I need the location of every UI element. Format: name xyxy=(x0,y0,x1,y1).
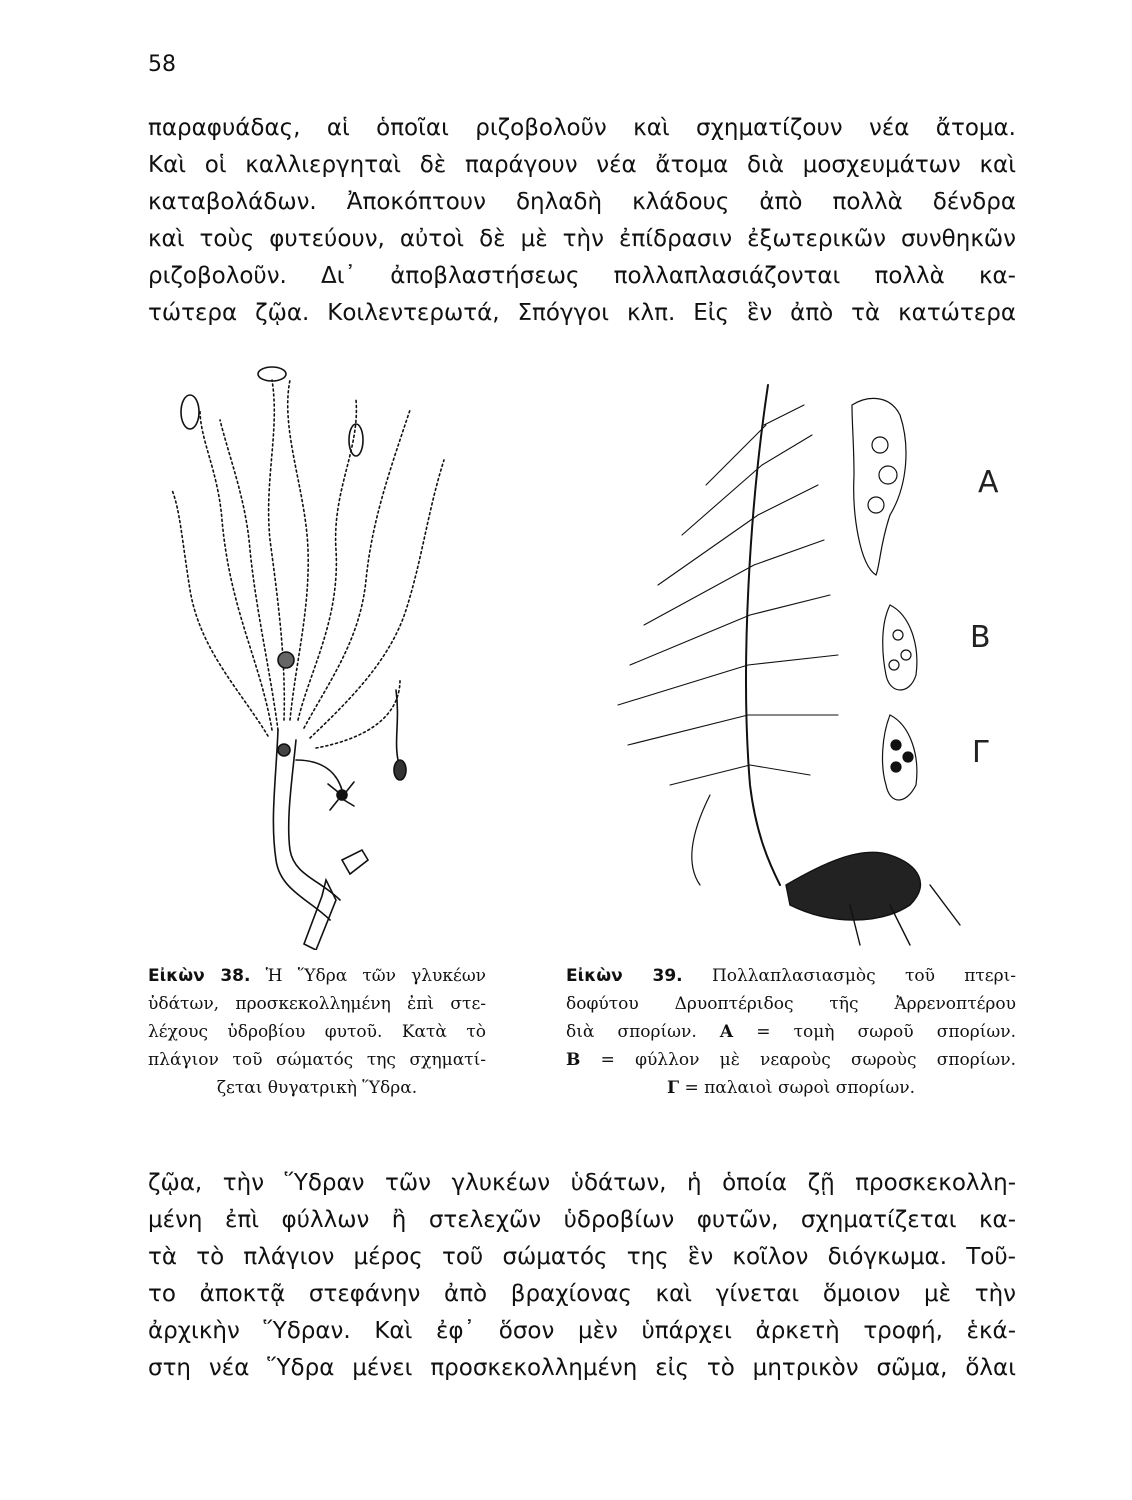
caption-text: = τομὴ σωροῦ σπορίων. xyxy=(756,1022,1017,1042)
text-line: ζῷα, τὴν Ὕδραν τῶν γλυκέων ὑδάτων, ἡ ὁποία ζῇ προσκεκολλη- xyxy=(148,1170,1016,1196)
caption-label: Εἰκὼν 38. xyxy=(148,966,251,986)
text-line: τώτερα ζῷα. Κοιλεντερωτά, Σπόγγοι κλπ. Εἰς ἓν ἀπὸ τὰ κατώτερα xyxy=(148,300,1016,326)
text-line: στη νέα Ὕδρα μένει προσκεκολλημένη εἰς τὸ μητρικὸν σῶμα, ὅλαι xyxy=(148,1355,1016,1381)
caption-line: δοφύτου Δρυοπτέριδος τῆς Ἀρρενοπτέρου xyxy=(566,994,1016,1014)
caption-line xyxy=(566,1074,1016,1102)
text-line: παραφυάδας, αἱ ὁποῖαι ριζοβολοῦν καὶ σχηματίζουν νέα ἄτομα. xyxy=(148,115,1016,141)
caption-text: = φύλλον μὲ νεαροὺς σωροὺς σπορίων. xyxy=(600,1050,1017,1070)
figure-letter-a: Α xyxy=(978,465,999,500)
hydra-illustration xyxy=(160,360,460,950)
caption-label: Εἰκὼν 39. xyxy=(566,966,683,986)
text-line: καὶ τοὺς φυτεύουν, αὐτοὶ δὲ μὲ τὴν ἐπίδρασιν ἐξωτερικῶν συνθηκῶν xyxy=(148,226,1016,252)
text-line: το ἀποκτᾷ στεφάνην ἀπὸ βραχίονας καὶ γίνεται ὅμοιον μὲ τὴν xyxy=(148,1281,1016,1307)
figure-letter-b: Β xyxy=(970,620,991,655)
figure-39-caption xyxy=(566,962,1016,1102)
caption-text: = παλαιοὶ σωροὶ σπορίων. xyxy=(684,1078,916,1098)
caption-line: λέχους ὑδροβίου φυτοῦ. Κατὰ τὸ xyxy=(148,1022,486,1042)
text-line: τὰ τὸ πλάγιον μέρος τοῦ σώματός της ἓν κοῖλον διόγκωμα. Τοῦ- xyxy=(148,1244,1016,1270)
caption-text: Ἡ Ὕδρα τῶν γλυκέων xyxy=(265,966,487,986)
fern-illustration xyxy=(590,365,1010,955)
text-line: Καὶ οἱ καλλιεργηταὶ δὲ παράγουν νέα ἄτομα διὰ μοσχευμάτων καὶ xyxy=(148,152,1016,178)
page-number: 58 xyxy=(148,52,176,77)
caption-line xyxy=(148,962,486,990)
figure-38-caption xyxy=(148,962,486,1102)
caption-text: Πολλαπλασιασμὸς τοῦ πτερι- xyxy=(711,966,1017,986)
caption-bold-letter: Α xyxy=(719,1022,734,1042)
caption-line: ὑδάτων, προσκεκολλημένη ἐπὶ στε- xyxy=(148,994,486,1014)
caption-bold-letter: Γ xyxy=(666,1078,680,1098)
caption-line: ζεται θυγατρικὴ Ὕδρα. xyxy=(216,1078,418,1098)
caption-line xyxy=(566,962,1016,990)
text-line: καταβολάδων. Ἀποκόπτουν δηλαδὴ κλάδους ἀπὸ πολλὰ δένδρα xyxy=(148,189,1016,215)
top-paragraph xyxy=(148,110,1016,332)
figure-letter-g: Γ xyxy=(972,735,989,770)
text-line: ριζοβολοῦν. Δι᾽ ἀποβλαστήσεως πολλαπλασιάζονται πολλὰ κα- xyxy=(148,263,1016,289)
text-line: ἀρχικὴν Ὕδραν. Καὶ ἐφ᾽ ὅσον μὲν ὑπάρχει ἀρκετὴ τροφή, ἑκά- xyxy=(148,1318,1016,1344)
caption-line: πλάγιον τοῦ σώματός της σχηματί- xyxy=(148,1050,486,1070)
caption-text: διὰ σπορίων. xyxy=(566,1022,697,1042)
caption-bold-letter: Β xyxy=(566,1050,581,1070)
bottom-paragraph xyxy=(148,1165,1016,1387)
text-line: μένη ἐπὶ φύλλων ἢ στελεχῶν ὑδροβίων φυτῶν, σχηματίζεται κα- xyxy=(148,1207,1016,1233)
caption-line xyxy=(566,1046,1016,1074)
caption-line xyxy=(566,1018,1016,1046)
